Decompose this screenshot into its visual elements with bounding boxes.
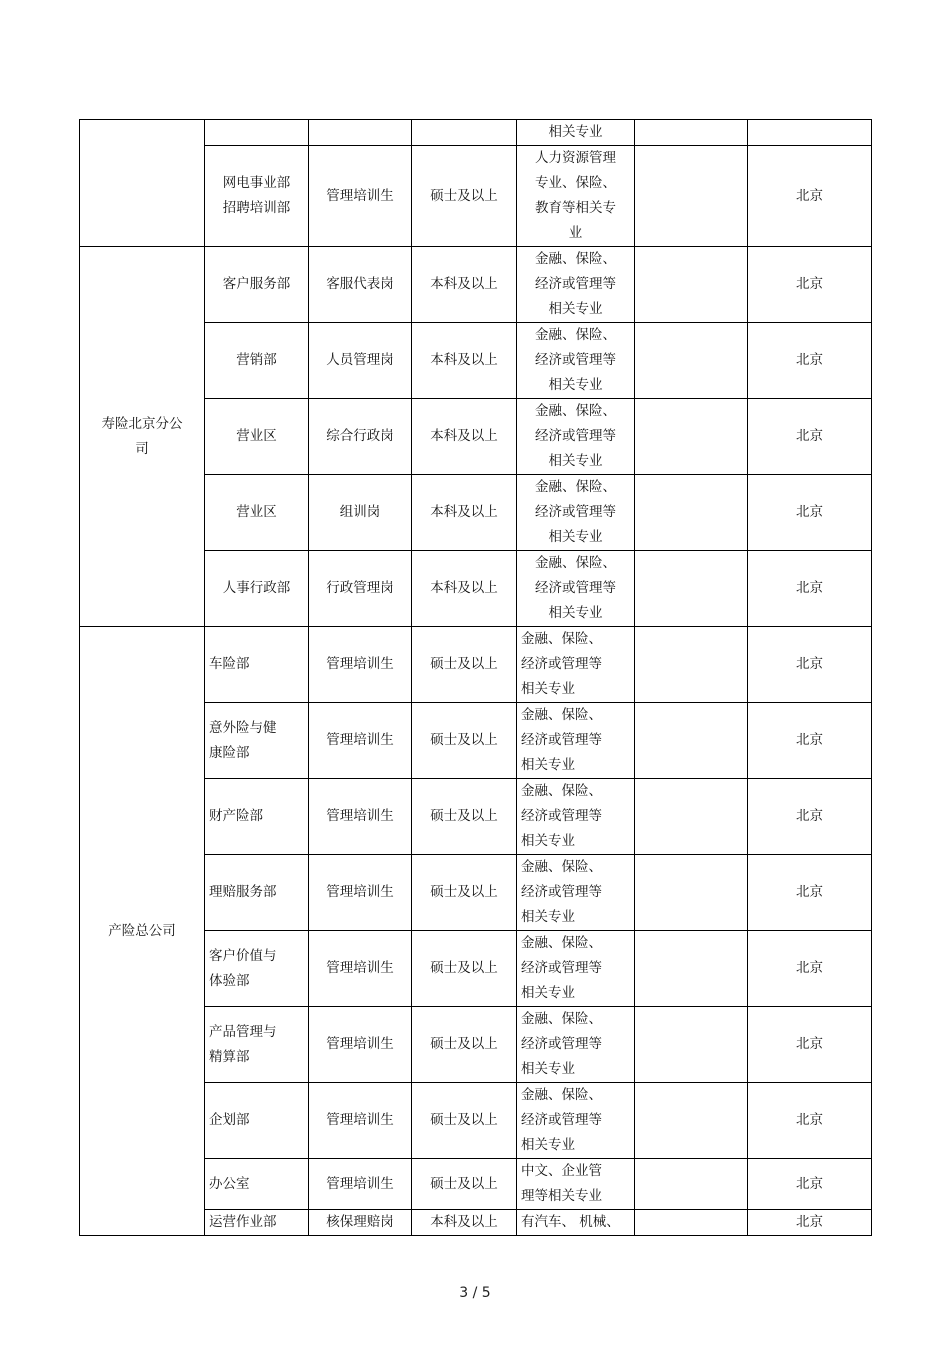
cell-text-line: 理赔服务部	[209, 884, 277, 900]
extra-cell	[635, 323, 748, 399]
cell-text-line: 相关专业	[548, 377, 603, 393]
location-cell: 北京	[748, 931, 872, 1007]
location-cell: 北京	[748, 475, 872, 551]
cell-text-line: 企划部	[209, 1112, 250, 1128]
position-cell: 管理培训生	[309, 703, 412, 779]
extra-cell	[635, 1007, 748, 1083]
location-cell: 北京	[748, 855, 872, 931]
cell-text-line: 康险部	[209, 744, 250, 761]
location-cell: 北京	[748, 323, 872, 399]
cell-text-line: 意外险与健	[209, 719, 277, 736]
cell-text-line: 经济或管理等	[521, 960, 602, 976]
cell-text-line: 金融、保险、	[521, 1087, 602, 1103]
major-cell	[517, 475, 635, 551]
location-cell: 北京	[748, 1083, 872, 1159]
cell-text-line: 金融、保险、	[521, 935, 602, 951]
cell-text-line: 经济或管理等	[521, 656, 602, 672]
extra-cell	[635, 146, 748, 247]
page-number: 3 / 5	[459, 1285, 491, 1301]
education-cell: 本科及以上	[412, 551, 517, 627]
department-cell	[205, 779, 309, 855]
location-cell: 北京	[748, 1007, 872, 1083]
cell-text-line: 经济或管理等	[535, 504, 616, 520]
position-cell: 管理培训生	[309, 855, 412, 931]
extra-cell	[635, 475, 748, 551]
position-cell: 管理培训生	[309, 146, 412, 247]
location-cell: 北京	[748, 146, 872, 247]
major-cell	[517, 399, 635, 475]
education-cell	[412, 120, 517, 146]
cell-text-line: 金融、保险、	[521, 783, 602, 799]
extra-cell	[635, 627, 748, 703]
cell-text-line: 金融、保险、	[521, 1011, 602, 1027]
cell-text-line: 车险部	[209, 656, 250, 672]
cell-text-line: 经济或管理等	[535, 352, 616, 368]
cell-text-line: 网电事业部	[222, 175, 291, 191]
department-cell	[205, 855, 309, 931]
job-table-body	[80, 120, 872, 1236]
location-cell: 北京	[748, 779, 872, 855]
department-cell	[205, 1159, 309, 1210]
cell-text-line: 金融、保险、	[521, 859, 602, 875]
major-cell	[517, 1159, 635, 1210]
table-row	[80, 247, 872, 323]
department-cell	[205, 931, 309, 1007]
location-cell: 北京	[748, 627, 872, 703]
cell-text-line: 金融、保险、	[535, 327, 616, 343]
location-cell: 北京	[748, 703, 872, 779]
cell-text-line: 产品管理与	[209, 1023, 277, 1040]
major-cell	[517, 120, 635, 146]
department-cell	[205, 399, 309, 475]
cell-text-line: 金融、保险、	[521, 631, 602, 647]
education-cell: 硕士及以上	[412, 1159, 517, 1210]
cell-text-line: 经济或管理等	[521, 732, 602, 748]
position-cell: 管理培训生	[309, 1007, 412, 1083]
department-cell	[205, 1210, 309, 1236]
department-cell	[205, 323, 309, 399]
extra-cell	[635, 779, 748, 855]
cell-text-line: 营业区	[236, 504, 277, 520]
position-cell: 综合行政岗	[309, 399, 412, 475]
cell-text-line: 体验部	[209, 972, 250, 989]
location-cell: 北京	[748, 1159, 872, 1210]
cell-text-line: 相关专业	[521, 1061, 575, 1077]
position-cell: 管理培训生	[309, 779, 412, 855]
education-cell: 硕士及以上	[412, 855, 517, 931]
location-cell: 北京	[748, 551, 872, 627]
cell-text-line: 司	[135, 440, 149, 457]
cell-text-line: 经济或管理等	[535, 276, 616, 292]
company-cell	[80, 120, 205, 247]
position-cell: 核保理赔岗	[309, 1210, 412, 1236]
cell-text-line: 相关专业	[521, 1137, 575, 1153]
cell-text-line: 相关专业	[548, 124, 603, 140]
major-cell	[517, 323, 635, 399]
education-cell: 硕士及以上	[412, 703, 517, 779]
cell-text-line: 金融、保险、	[535, 251, 616, 267]
department-cell	[205, 247, 309, 323]
major-cell	[517, 551, 635, 627]
position-cell: 客服代表岗	[309, 247, 412, 323]
department-cell	[205, 120, 309, 146]
extra-cell	[635, 247, 748, 323]
job-listing-table	[79, 119, 872, 1236]
cell-text-line: 经济或管理等	[521, 808, 602, 824]
company-cell	[80, 627, 205, 1236]
position-cell: 管理培训生	[309, 1159, 412, 1210]
cell-text-line: 产险总公司	[108, 922, 176, 939]
education-cell: 硕士及以上	[412, 146, 517, 247]
position-cell	[309, 120, 412, 146]
education-cell: 本科及以上	[412, 399, 517, 475]
cell-text-line: 客户价值与	[209, 947, 277, 964]
cell-text-line: 金融、保险、	[535, 479, 616, 495]
job-table-container	[79, 119, 872, 1236]
cell-text-line: 相关专业	[521, 757, 575, 773]
position-cell: 管理培训生	[309, 627, 412, 703]
cell-text-line: 相关专业	[548, 453, 603, 469]
extra-cell	[635, 855, 748, 931]
position-cell: 行政管理岗	[309, 551, 412, 627]
major-cell	[517, 1210, 635, 1236]
cell-text-line: 金融、保险、	[521, 707, 602, 723]
major-cell	[517, 146, 635, 247]
extra-cell	[635, 1159, 748, 1210]
location-cell	[748, 120, 872, 146]
extra-cell	[635, 120, 748, 146]
major-cell	[517, 779, 635, 855]
cell-text-line: 相关专业	[548, 529, 603, 545]
cell-text-line: 经济或管理等	[521, 1036, 602, 1052]
cell-text-line: 相关专业	[521, 909, 575, 925]
major-cell	[517, 627, 635, 703]
extra-cell	[635, 399, 748, 475]
extra-cell	[635, 703, 748, 779]
table-row	[80, 627, 872, 703]
cell-text-line: 人力资源管理	[535, 150, 616, 166]
extra-cell	[635, 551, 748, 627]
department-cell	[205, 1007, 309, 1083]
education-cell: 本科及以上	[412, 247, 517, 323]
department-cell	[205, 475, 309, 551]
extra-cell	[635, 1210, 748, 1236]
cell-text-line: 金融、保险、	[535, 555, 616, 571]
department-cell	[205, 1083, 309, 1159]
major-cell	[517, 855, 635, 931]
department-cell	[205, 627, 309, 703]
cell-text-line: 财产险部	[209, 808, 263, 824]
position-cell: 管理培训生	[309, 1083, 412, 1159]
cell-text-line: 精算部	[209, 1048, 250, 1065]
cell-text-line: 营销部	[236, 352, 277, 368]
education-cell: 硕士及以上	[412, 627, 517, 703]
department-cell	[205, 551, 309, 627]
cell-text-line: 经济或管理等	[521, 1112, 602, 1128]
cell-text-line: 相关专业	[521, 985, 575, 1001]
education-cell: 本科及以上	[412, 323, 517, 399]
cell-text-line: 理等相关专业	[521, 1188, 602, 1204]
cell-text-line: 人事行政部	[222, 580, 291, 596]
cell-text-line: 办公室	[209, 1175, 250, 1192]
cell-text-line: 寿险北京分公	[101, 415, 183, 432]
cell-text-line: 中文、企业管	[521, 1163, 602, 1179]
cell-text-line: 招聘培训部	[222, 200, 291, 216]
cell-text-line: 相关专业	[548, 301, 603, 317]
major-cell	[517, 247, 635, 323]
major-cell	[517, 1083, 635, 1159]
extra-cell	[635, 1083, 748, 1159]
major-cell	[517, 703, 635, 779]
education-cell: 硕士及以上	[412, 779, 517, 855]
cell-text-line: 经济或管理等	[535, 428, 616, 444]
position-cell: 人员管理岗	[309, 323, 412, 399]
cell-text-line: 客户服务部	[222, 276, 291, 292]
education-cell: 本科及以上	[412, 475, 517, 551]
major-cell	[517, 931, 635, 1007]
cell-text-line: 专业、保险、	[535, 175, 616, 191]
department-cell	[205, 146, 309, 247]
department-cell	[205, 703, 309, 779]
table-row	[80, 120, 872, 146]
cell-text-line: 经济或管理等	[521, 884, 602, 900]
company-cell	[80, 247, 205, 627]
cell-text-line: 运营作业部	[209, 1214, 277, 1230]
position-cell: 管理培训生	[309, 931, 412, 1007]
cell-text-line: 相关专业	[521, 681, 575, 697]
education-cell: 硕士及以上	[412, 1007, 517, 1083]
cell-text-line: 金融、保险、	[535, 403, 616, 419]
cell-text-line: 有汽车、 机械、	[521, 1214, 620, 1230]
cell-text-line: 经济或管理等	[535, 580, 616, 596]
education-cell: 硕士及以上	[412, 931, 517, 1007]
location-cell: 北京	[748, 399, 872, 475]
cell-text-line: 营业区	[236, 428, 277, 444]
cell-text-line: 相关专业	[548, 605, 603, 621]
location-cell: 北京	[748, 1210, 872, 1236]
cell-text-line: 业	[568, 225, 583, 241]
location-cell: 北京	[748, 247, 872, 323]
extra-cell	[635, 931, 748, 1007]
education-cell: 硕士及以上	[412, 1083, 517, 1159]
cell-text-line: 教育等相关专	[535, 200, 616, 216]
major-cell	[517, 1007, 635, 1083]
position-cell: 组训岗	[309, 475, 412, 551]
cell-text-line: 相关专业	[521, 833, 575, 849]
education-cell: 本科及以上	[412, 1210, 517, 1236]
